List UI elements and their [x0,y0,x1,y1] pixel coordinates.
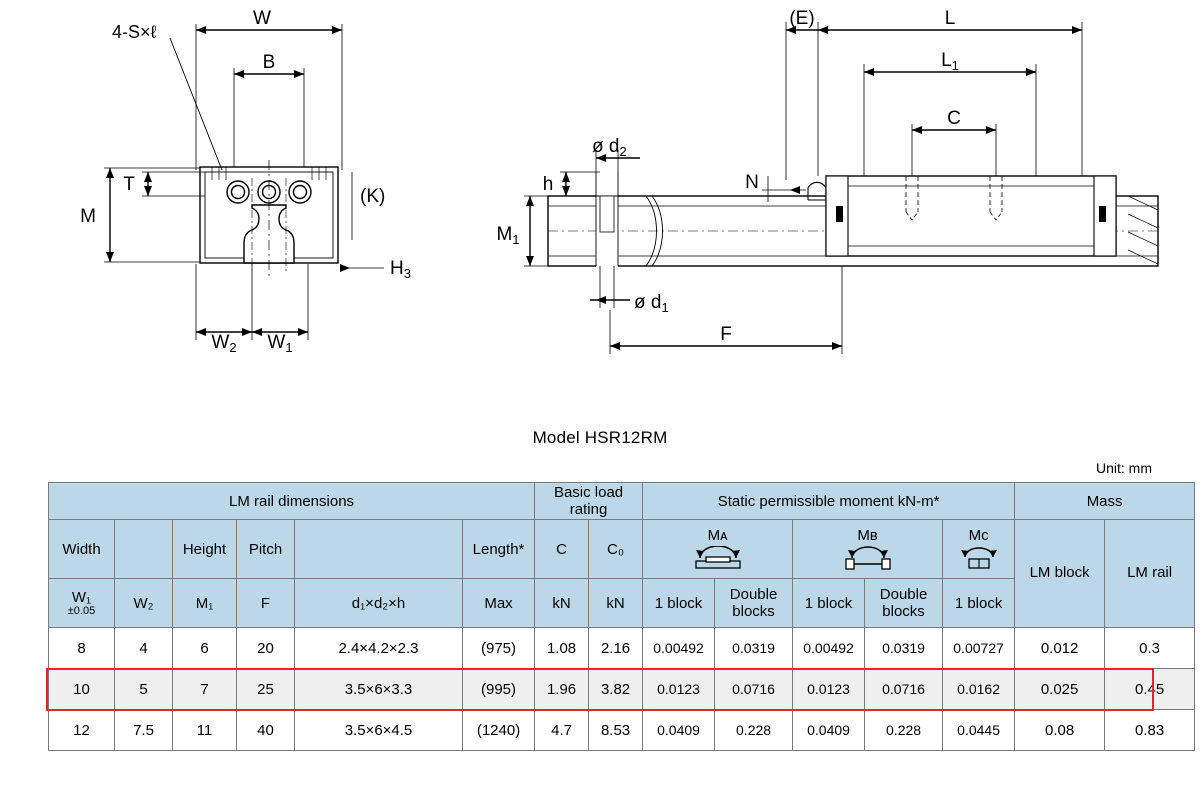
label-w: W [253,8,271,29]
label-f: F [720,324,732,345]
symbol-c0-unit: kN [589,579,643,628]
symbol-ma-double: Double blocks [715,579,793,628]
symbol-dims: d₁×d₂×h [295,579,463,628]
col-header-mc [943,520,1015,579]
cell-c0: 3.82 [589,669,643,710]
lm-rail-line1: LM rail [1127,564,1173,582]
cell-c0: 2.16 [589,628,643,669]
cell-dims: 3.5×6×4.5 [295,710,463,751]
col-header-mb [793,520,943,579]
ma-icon [670,546,766,572]
cell-ma1: 0.0409 [643,710,715,751]
group-header-basic-load-rating: Basic load rating [535,483,643,520]
cell-w1: 12 [49,710,115,751]
specification-table-wrapper [48,482,1173,751]
table-body [49,628,1195,751]
cell-max: (995) [463,669,535,710]
label-w2: $W_2$ [211,332,237,355]
cell-ma2: 0.228 [715,710,793,751]
group-header-static-permissible-moment: Static permissible moment kN-m* [643,483,1015,520]
cell-f: 20 [237,628,295,669]
cell-w2: 4 [115,628,173,669]
cell-mb2: 0.0716 [865,669,943,710]
label-c: C [947,108,961,129]
cell-mc1: 0.00727 [943,628,1015,669]
symbol-ma-1block: 1 block [643,579,715,628]
label-h: h [542,174,554,195]
cell-f: 40 [237,710,295,751]
cell-mass-rail: 0.45 [1105,669,1195,710]
symbol-c-unit: kN [535,579,589,628]
table-row [49,710,1195,751]
cell-mc1: 0.0445 [943,710,1015,751]
symbol-mb-double: Double blocks [865,579,943,628]
cell-mb2: 0.0319 [865,628,943,669]
mb-text: Mʙ [857,526,878,544]
cell-w1: 10 [49,669,115,710]
cell-ma1: 0.0123 [643,669,715,710]
cell-c: 4.7 [535,710,589,751]
label-d1: ø $d_1$ [634,292,669,315]
cell-ma2: 0.0716 [715,669,793,710]
cell-mb2: 0.228 [865,710,943,751]
label-l: L [944,8,956,29]
col-header-pitch: Pitch [237,520,295,579]
col-header-width: Width [49,520,115,579]
label-t: T [123,174,135,195]
table-row [49,628,1195,669]
label-l1: $L_1$ [941,50,959,73]
cell-c: 1.96 [535,669,589,710]
symbol-mc-1block: 1 block [943,579,1015,628]
col-header-blank-w2 [115,520,173,579]
cell-w2: 5 [115,669,173,710]
label-e: (E) [789,8,815,29]
table-row-highlighted [49,669,1195,710]
col-header-lm-block [1015,520,1105,628]
cell-dims: 3.5×6×3.3 [295,669,463,710]
cell-w2: 7.5 [115,710,173,751]
symbol-m1: M₁ [173,579,237,628]
cell-mb1: 0.0409 [793,710,865,751]
cell-f: 25 [237,669,295,710]
mc-icon [949,546,1009,572]
symbol-w2: W₂ [115,579,173,628]
cell-m1: 6 [173,628,237,669]
cell-mass-block: 0.012 [1015,628,1105,669]
cell-mass-block: 0.08 [1015,710,1105,751]
ma-text: Mᴀ [707,526,728,544]
cell-mb1: 0.00492 [793,628,865,669]
cell-mc1: 0.0162 [943,669,1015,710]
label-k: (K) [360,186,386,207]
cell-c: 1.08 [535,628,589,669]
cell-mass-rail: 0.83 [1105,710,1195,751]
group-header-lm-rail-dimensions: LM rail dimensions [49,483,535,520]
specification-table [48,482,1195,751]
cell-ma1: 0.00492 [643,628,715,669]
cell-dims: 2.4×4.2×2.3 [295,628,463,669]
symbol-max: Max [463,579,535,628]
group-header-mass: Mass [1015,483,1195,520]
cell-max: (975) [463,628,535,669]
col-header-ma [643,520,793,579]
lm-block-line1: LM block [1029,564,1090,582]
label-m1: $M_1$ [496,224,520,247]
cell-m1: 11 [173,710,237,751]
col-header-blank-dims [295,520,463,579]
cell-w1: 8 [49,628,115,669]
label-d2: ø $d_2$ [592,136,627,159]
cell-c0: 8.53 [589,710,643,751]
label-b: B [262,52,276,73]
symbol-w1: W₁ ±0.05 [49,579,115,628]
col-header-lm-rail [1105,520,1195,628]
label-m: M [80,206,96,227]
cell-max: (1240) [463,710,535,751]
cell-m1: 7 [173,669,237,710]
label-w1: $W_1$ [267,332,293,355]
cell-mass-block: 0.025 [1015,669,1105,710]
mc-text: Mᴄ [968,526,989,544]
mb-icon [820,546,916,572]
model-title: Model HSR12RM [532,428,668,447]
label-screws: 4-S×ℓ [112,22,157,42]
cell-ma2: 0.0319 [715,628,793,669]
cell-mass-rail: 0.3 [1105,628,1195,669]
col-header-c0: C₀ [589,520,643,579]
label-n: N [745,172,759,193]
symbol-mb-1block: 1 block [793,579,865,628]
label-h3: $H_3$ [390,258,411,281]
cell-mb1: 0.0123 [793,669,865,710]
col-header-c: C [535,520,589,579]
col-header-length: Length* [463,520,535,579]
unit-label: Unit: mm [1096,460,1152,476]
symbol-f: F [237,579,295,628]
col-header-height: Height [173,520,237,579]
